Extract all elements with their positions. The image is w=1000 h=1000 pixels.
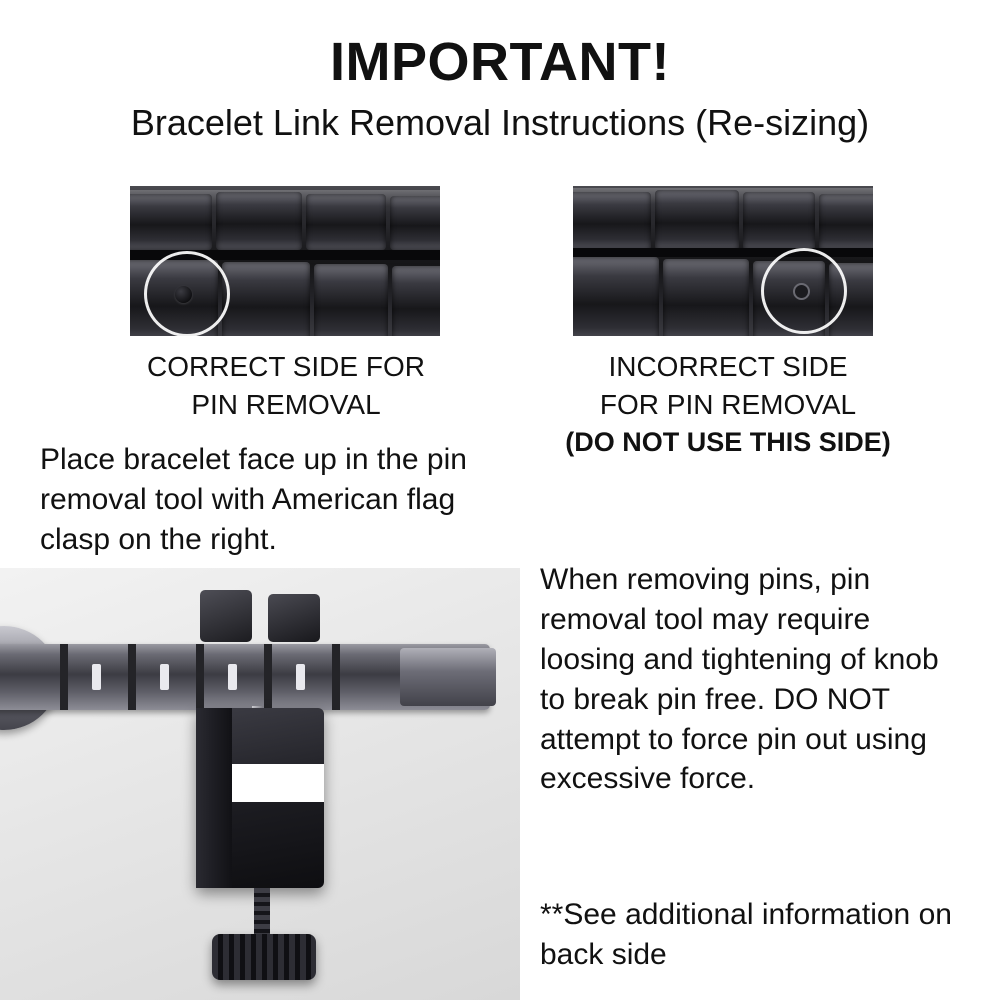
highlight-circle — [761, 248, 847, 334]
tool-usage-instruction: When removing pins, pin removal tool may require loosing and tightening of knob to break pin free. DO NOT attempt to force pin out using excessive force. — [540, 563, 939, 796]
caption-line-1: CORRECT SIDE FOR — [147, 351, 425, 382]
tool-knob — [212, 934, 316, 980]
bracelet-pin — [296, 664, 305, 690]
tool-jaw-right — [268, 594, 320, 642]
tool-jaw-left — [200, 590, 252, 642]
bracelet-seam — [128, 644, 136, 710]
caption-warning: (DO NOT USE THIS SIDE) — [565, 426, 891, 457]
bracelet-link — [222, 262, 310, 336]
photo-correct-side — [130, 186, 440, 336]
caption-line-1: INCORRECT SIDE — [608, 351, 848, 382]
bracelet-seam — [332, 644, 340, 710]
photo-incorrect-side — [573, 186, 873, 336]
caption-line-2: PIN REMOVAL — [191, 388, 381, 420]
highlight-circle — [144, 251, 230, 336]
bracelet-seam — [264, 644, 272, 710]
bracelet-pin — [228, 664, 237, 690]
bracelet-link — [573, 257, 659, 336]
back-side-footnote: **See additional information on back side — [540, 898, 952, 971]
caption-correct-side — [90, 348, 482, 424]
bracelet-link — [392, 266, 440, 336]
bracelet-pin — [92, 664, 101, 690]
bracelet-pin — [160, 664, 169, 690]
caption-line-2: FOR PIN REMOVAL — [599, 388, 857, 420]
bracelet-link — [819, 194, 873, 250]
bracelet-seam — [60, 644, 68, 710]
bracelet-link — [663, 259, 749, 336]
caption-incorrect-side — [532, 348, 924, 460]
bracelet-link — [306, 194, 386, 250]
bracelet-clasp — [400, 648, 496, 706]
tool-arm — [196, 708, 232, 888]
bracelet-seam — [196, 644, 204, 710]
page-title: IMPORTANT! — [330, 32, 670, 92]
bracelet-link — [743, 192, 815, 250]
photo-pin-removal-tool — [0, 568, 520, 1000]
bracelet-link — [390, 196, 440, 250]
placement-instruction: Place bracelet face up in the pin removal tool with American flag clasp on the right. — [40, 443, 467, 556]
bracelet-link — [314, 264, 388, 336]
bracelet-link — [655, 190, 739, 250]
bracelet-link — [216, 192, 302, 250]
page-subtitle: Bracelet Link Removal Instructions (Re-sizing) — [130, 102, 870, 143]
bracelet-link — [130, 194, 212, 250]
tool-slot — [232, 764, 324, 802]
bracelet-link — [573, 192, 651, 250]
